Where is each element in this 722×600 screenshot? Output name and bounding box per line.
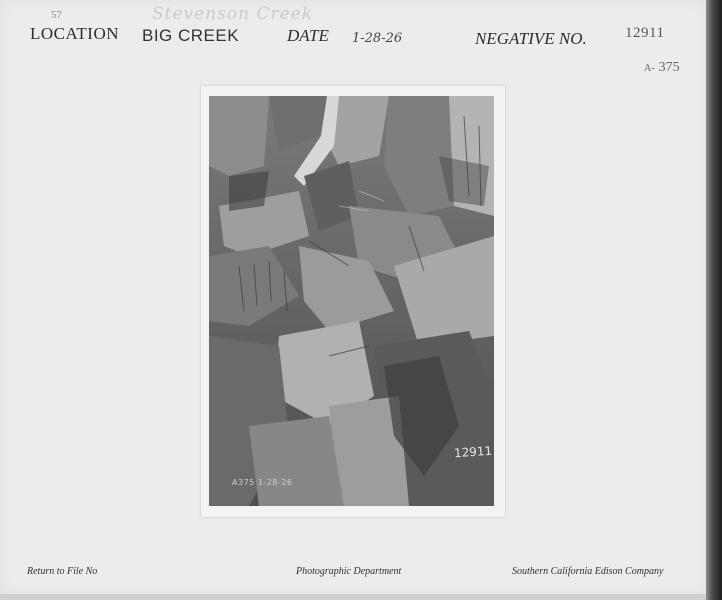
stamp-number: 57 <box>51 9 62 21</box>
photo-inscribed-code: A375 1-28-26 <box>232 478 293 487</box>
negative-sub-number <box>644 60 680 76</box>
negative-sub-value: 375 <box>658 60 680 75</box>
location-label: LOCATION <box>30 24 119 43</box>
date-value: 1-28-26 <box>352 31 403 46</box>
photo-rock-cliff-icon <box>209 96 494 506</box>
department-label: Photographic Department <box>296 566 402 577</box>
scanner-dark-edge <box>706 0 722 600</box>
handwritten-location: Stevenson Creek <box>152 4 314 24</box>
photo-inscribed-number: 12911 <box>453 443 493 461</box>
negative-number-value: 12911 <box>625 25 665 41</box>
negative-number-label: NEGATIVE NO. <box>475 29 587 48</box>
negative-sub-prefix: A- <box>644 63 655 74</box>
rock-cliff-photo <box>209 96 494 506</box>
location-value: BIG CREEK <box>142 26 240 45</box>
card-bottom-edge <box>0 594 706 600</box>
date-label: DATE <box>287 26 329 45</box>
return-to-file-label: Return to File No <box>27 566 98 577</box>
company-label: Southern California Edison Company <box>512 566 664 577</box>
